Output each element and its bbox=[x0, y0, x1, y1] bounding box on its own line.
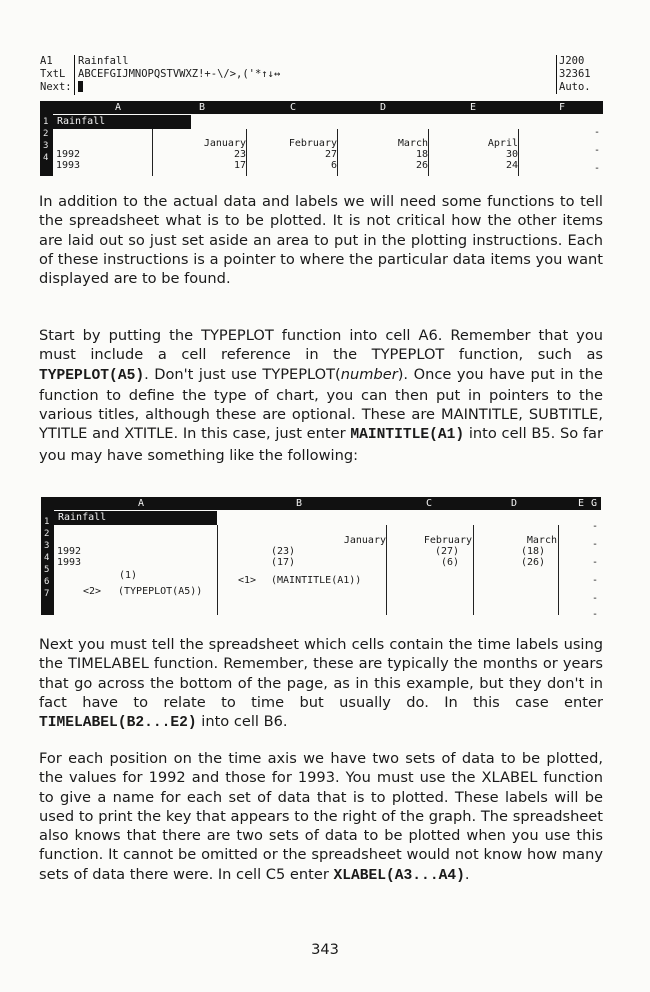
status-content bbox=[78, 55, 280, 95]
row-number: 1 bbox=[44, 517, 50, 527]
marker-b5: <1> bbox=[238, 575, 257, 586]
row-number: 5 bbox=[44, 565, 50, 575]
charset-line: ABCEFGIJMNOPQSTVWXZ!+-\/>,('*↑↓↔ bbox=[78, 68, 281, 80]
column-divider bbox=[558, 525, 559, 615]
column-divider bbox=[217, 525, 218, 615]
paragraph-intro: In addition to the actual data and labels we will need some functions to tell the spreadsheet what is to be plotted. It is not critical how the other items are laid out so just set aside an area to put in the plotting instructions. Each of these instructions is a pointer to where the particular data items you want displayed are to be found. bbox=[39, 193, 603, 288]
status-right bbox=[556, 55, 603, 94]
value-cell: (26) bbox=[521, 557, 546, 568]
edit-cursor bbox=[78, 81, 83, 92]
margin-dash: - bbox=[594, 127, 601, 138]
column-header: E bbox=[577, 498, 585, 509]
code-timelabel: TIMELABEL(B2...E2) bbox=[39, 715, 197, 732]
row-number: 6 bbox=[44, 577, 50, 587]
column-divider bbox=[152, 129, 153, 176]
row-number: 3 bbox=[43, 141, 49, 151]
cell-content-text: Rainfall bbox=[78, 55, 129, 67]
paragraph-timelabel bbox=[39, 635, 603, 733]
value-cell: 27 bbox=[324, 149, 337, 160]
value-cell: 18 bbox=[415, 149, 428, 160]
status-labels bbox=[40, 55, 72, 94]
marker-a6: <2> bbox=[83, 586, 102, 597]
value-cell: (18) bbox=[521, 546, 546, 557]
row-header-bar bbox=[40, 114, 53, 176]
margin-dash: - bbox=[594, 163, 601, 174]
row-number: 4 bbox=[44, 553, 50, 563]
cell-a3: 1992 bbox=[57, 546, 82, 557]
column-header: D bbox=[510, 498, 518, 509]
column-header-bar bbox=[41, 497, 601, 510]
column-header: C bbox=[289, 102, 297, 113]
paragraph-typeplot bbox=[39, 326, 603, 465]
cell-a1-highlighted: Rainfall bbox=[54, 511, 217, 525]
value-cell: (23) bbox=[271, 546, 296, 557]
text-run: ). Once you have put in the function to define the type of chart, you can then put in pointers to the various titles, although these are optional. These are MAINTITLE, SUBTITLE, YTITLE and XTITLE. In this case, just enter bbox=[39, 365, 603, 443]
code-xlabel: XLABEL(A3...A4) bbox=[333, 867, 465, 884]
column-divider bbox=[428, 129, 429, 176]
value-cell: (27) bbox=[435, 546, 460, 557]
text-run: into cell B6. bbox=[196, 713, 288, 731]
column-header: D bbox=[379, 102, 387, 113]
type-label: TxtL bbox=[40, 68, 66, 80]
value-cell: 24 bbox=[505, 160, 518, 171]
cell-a1-highlighted: Rainfall bbox=[53, 115, 191, 129]
value-cell: 26 bbox=[415, 160, 428, 171]
value-cell: 30 bbox=[505, 149, 518, 160]
column-divider bbox=[337, 129, 338, 176]
margin-dash: - bbox=[592, 521, 599, 532]
margin-dash: - bbox=[592, 593, 599, 604]
value-cell: 23 bbox=[233, 149, 246, 160]
column-header-bar bbox=[40, 101, 603, 114]
month-header: January bbox=[343, 535, 386, 546]
spreadsheet-screenshot-1 bbox=[40, 55, 603, 179]
code-maintitle: MAINTITLE(A1) bbox=[350, 427, 465, 444]
margin-dash: - bbox=[592, 539, 599, 550]
column-header: B bbox=[198, 102, 206, 113]
text-run: . Don't just use TYPEPLOT( bbox=[144, 365, 341, 383]
next-label: Next: bbox=[40, 81, 72, 93]
column-header: F bbox=[558, 102, 566, 113]
month-header: January bbox=[203, 138, 246, 149]
column-divider bbox=[473, 525, 474, 615]
cell-a6: (TYPEPLOT(A5)) bbox=[118, 586, 203, 597]
memory-value: J200 bbox=[559, 55, 585, 67]
row-number: 2 bbox=[43, 129, 49, 139]
margin-dash: - bbox=[592, 575, 599, 586]
column-header: A bbox=[114, 102, 122, 113]
row-number: 1 bbox=[43, 117, 49, 127]
cell-a5: (1) bbox=[119, 570, 138, 581]
column-header: E bbox=[469, 102, 477, 113]
row-number: 2 bbox=[44, 529, 50, 539]
value-cell: 6 bbox=[330, 160, 337, 171]
italic-number: number bbox=[340, 365, 398, 383]
value-cell: 17 bbox=[233, 160, 246, 171]
row-number: 3 bbox=[44, 541, 50, 551]
value-cell: (17) bbox=[271, 557, 296, 568]
month-header: February bbox=[423, 535, 472, 546]
margin-dash: - bbox=[592, 557, 599, 568]
month-header: March bbox=[526, 535, 557, 546]
cell-a3: 1992 bbox=[56, 149, 81, 160]
column-header: C bbox=[425, 498, 433, 509]
row-number: 7 bbox=[44, 589, 50, 599]
row-header-bar bbox=[41, 510, 54, 615]
calc-mode: Auto. bbox=[559, 81, 591, 93]
page-number: 343 bbox=[311, 941, 339, 958]
month-header: March bbox=[397, 138, 428, 149]
margin-dash: - bbox=[592, 609, 599, 620]
paragraph-xlabel bbox=[39, 749, 603, 886]
spreadsheet-screenshot-2 bbox=[41, 497, 601, 623]
margin-dash: - bbox=[594, 145, 601, 156]
column-divider bbox=[386, 525, 387, 615]
row-number: 4 bbox=[43, 153, 49, 163]
cell-b5: (MAINTITLE(A1)) bbox=[271, 575, 362, 586]
column-header: A bbox=[137, 498, 145, 509]
month-header: April bbox=[487, 138, 518, 149]
column-header: B bbox=[295, 498, 303, 509]
value-cell: (6) bbox=[441, 557, 460, 568]
column-header: G bbox=[590, 498, 598, 509]
text-run: Next you must tell the spreadsheet which cells contain the time labels using the TIMELABEL function. Remember, these are typically the months or years that go across the bottom of the page, as in this example, but they don't in fact have to relate to time but usually do. In this case enter bbox=[39, 636, 603, 711]
code-typeplot: TYPEPLOT(A5) bbox=[39, 367, 145, 384]
status-separator bbox=[74, 55, 75, 95]
cell-a4: 1993 bbox=[56, 160, 81, 171]
text-run: Start by putting the TYPEPLOT function into cell A6. Remember that you must include a cell reference in the TYPEPLOT function, such as bbox=[39, 327, 603, 364]
text-run: For each position on the time axis we have two sets of data to be plotted, the values for 1992 and those for 1993. You must use the XLABEL function to give a name for each set of data that is to plotted. These labels will be used to print the key that appears to the right of the graph. The spreadsheet also knows that there are two sets of data to be plotted when you use this function. It cannot be omitted or the spreadsheet would not know how many sets of data there were. In cell C5 enter bbox=[39, 750, 603, 883]
column-divider bbox=[246, 129, 247, 176]
text-run: into cell B5. So far you may have something like the following: bbox=[39, 425, 603, 464]
text-run: . bbox=[464, 865, 470, 883]
month-header: February bbox=[288, 138, 337, 149]
free-value: 32361 bbox=[559, 68, 591, 80]
cell-a4: 1993 bbox=[57, 557, 82, 568]
cell-ref-label: A1 bbox=[40, 55, 53, 67]
column-divider bbox=[518, 129, 519, 176]
